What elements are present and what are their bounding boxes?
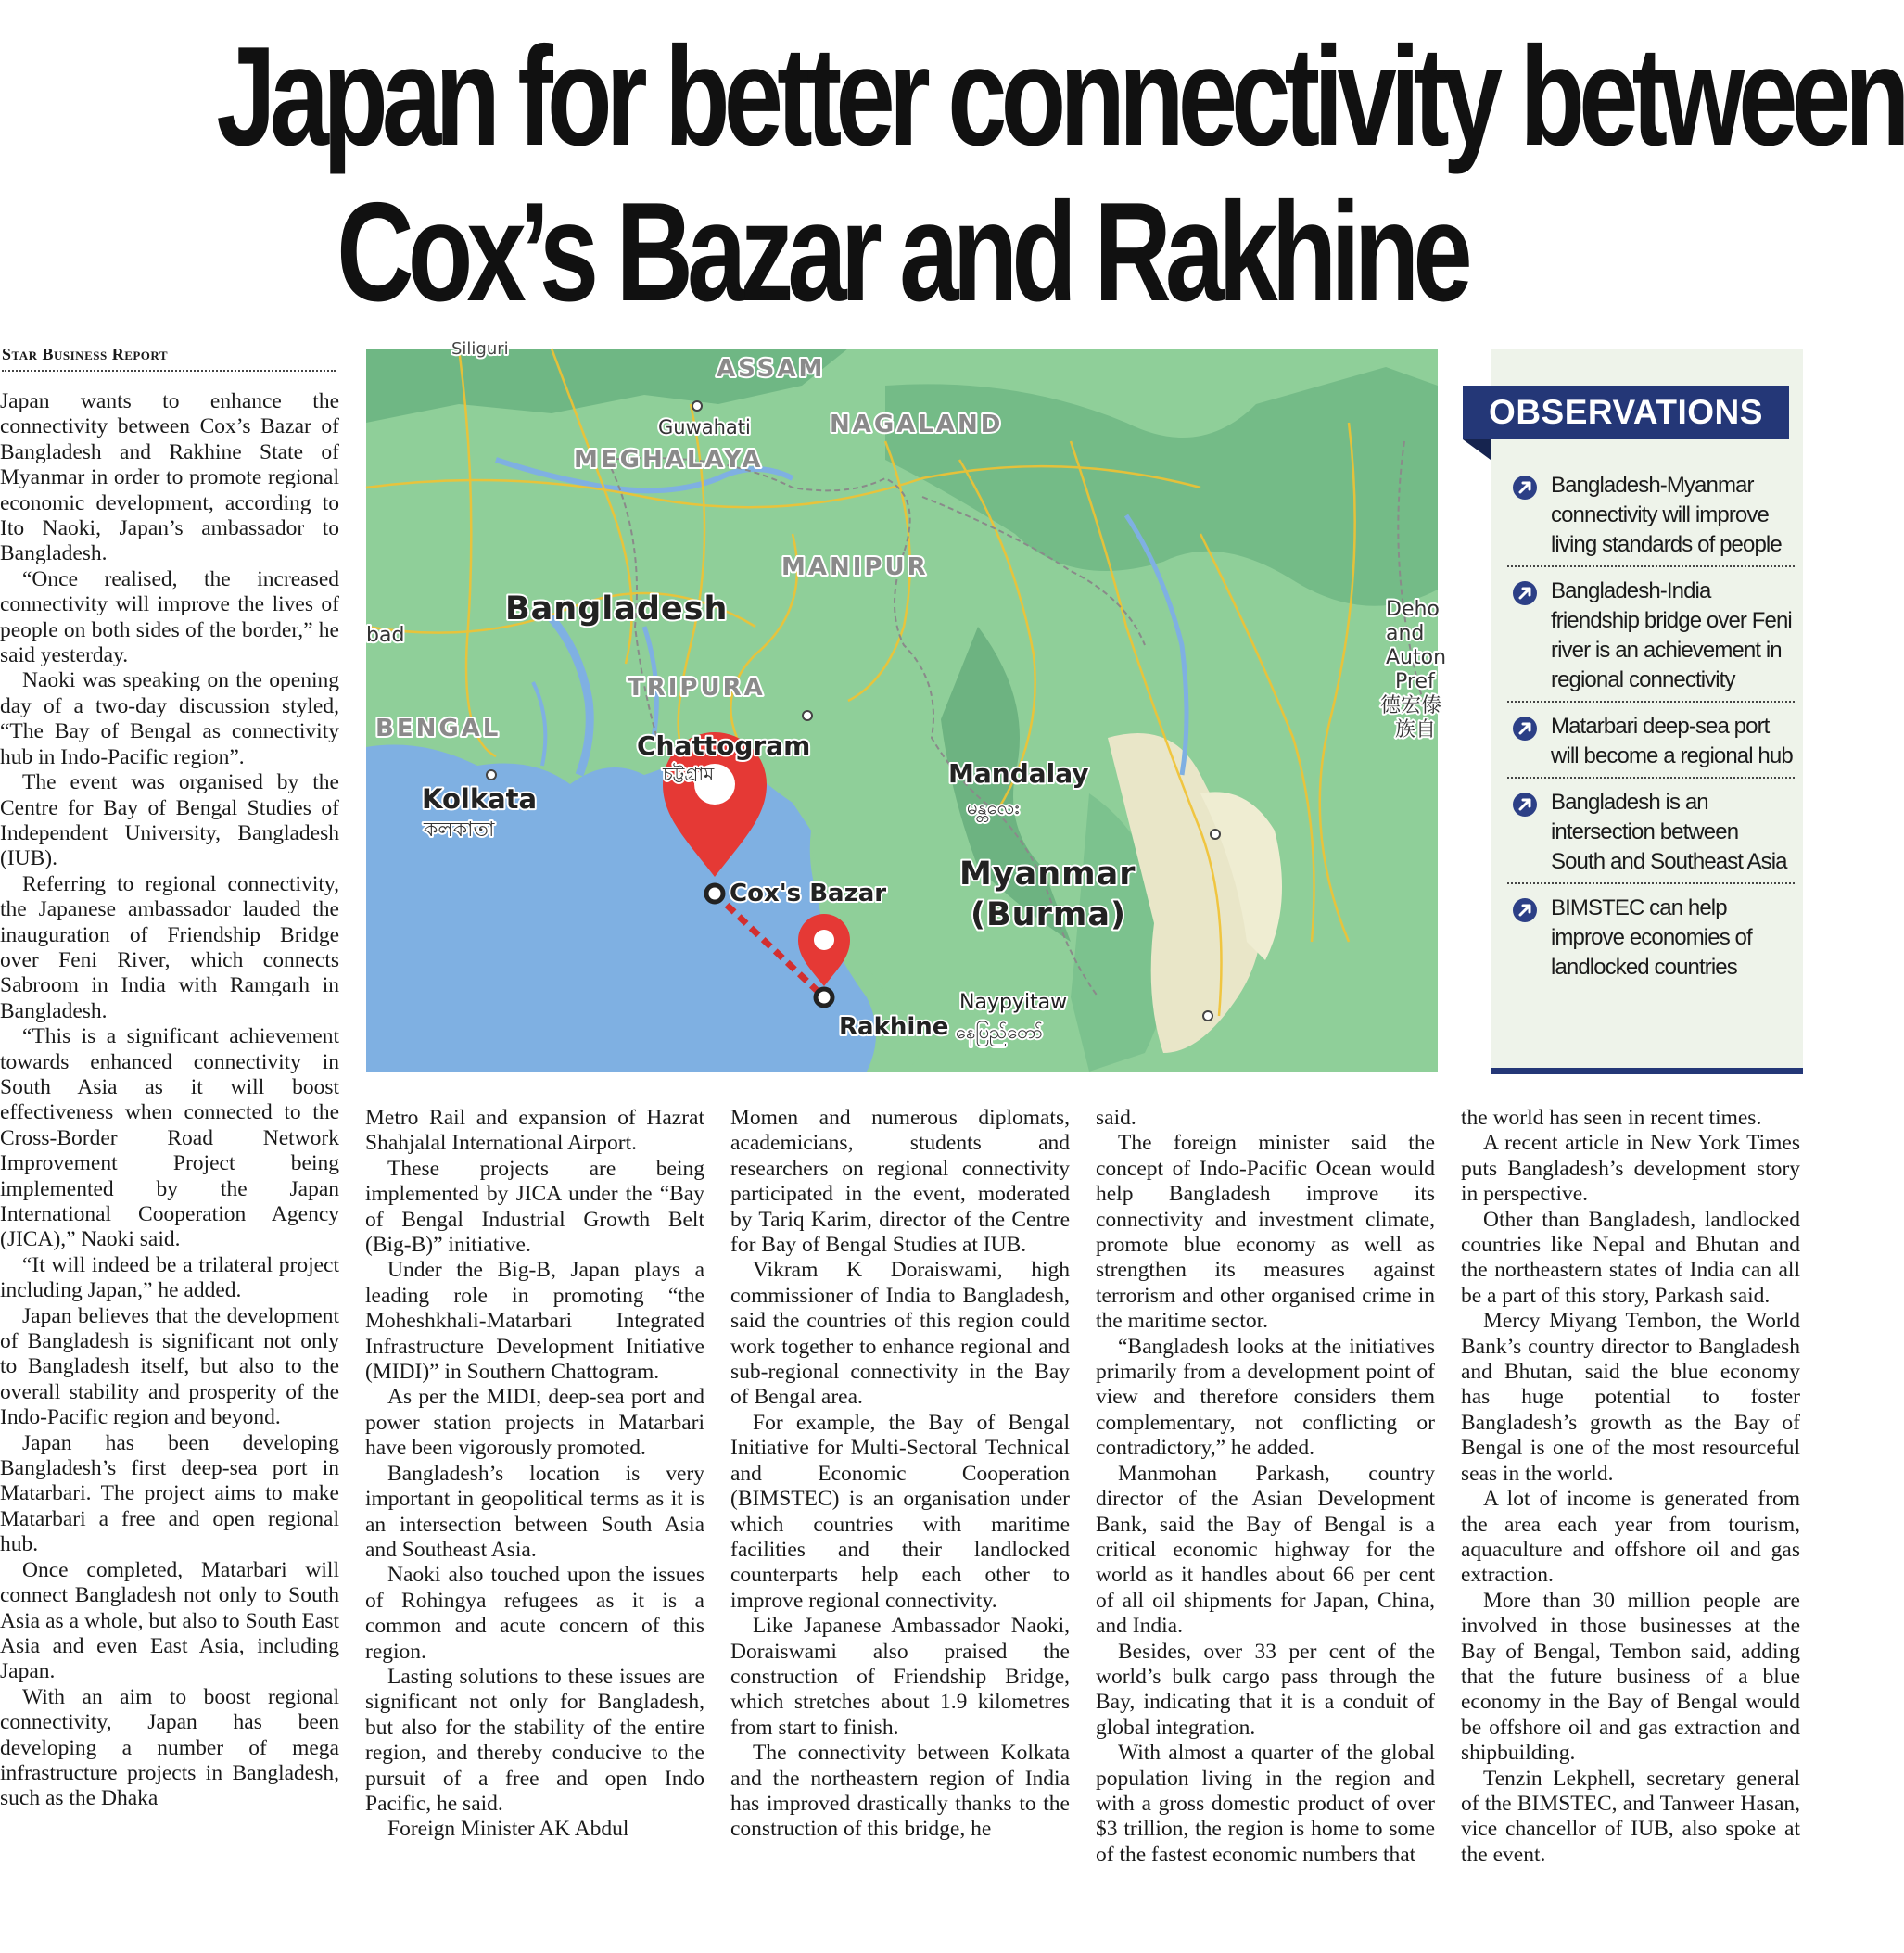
paragraph: With an aim to boost regional connectivity, Japan has been developing a number of mega infrastructure projects in Bangladesh, such as the Dhaka <box>0 1684 339 1811</box>
article-column-2 <box>365 1106 704 1843</box>
article-column-1 <box>0 389 339 1812</box>
paragraph: With almost a quarter of the global population living in the region and with a gross domestic product of over $3 trillion, the region is home to some of the fastest economic numbers that <box>1096 1741 1435 1867</box>
observations-box <box>1491 349 1803 1074</box>
map-label-siliguri: Siliguri <box>451 339 509 359</box>
paragraph: For example, the Bay of Bengal Initiative for Multi-Sectoral Technical and Economic Cooperation (BIMSTEC) is an organisation under which countries with maritime facilities and their landlocked counterparts help each other to improve regional connectivity. <box>730 1410 1070 1613</box>
paragraph: Like Japanese Ambassador Naoki, Doraiswami also praised the construction of Friendship Bridge, which stretches about 1.9 kilometres from start to finish. <box>730 1614 1070 1740</box>
map-label-nagaland: NAGALAND <box>830 411 1004 438</box>
paragraph: Momen and numerous diplomats, academicians, students and researchers on regional connectivity participated in the event, moderated by Tariq Karim, director of the Centre for Bay of Bengal Studies at IUB. <box>730 1106 1070 1258</box>
observation-item <box>1507 788 1795 884</box>
arrow-bullet-icon <box>1513 581 1537 605</box>
arrow-bullet-icon <box>1513 793 1537 817</box>
paragraph: The foreign minister said the concept of Indo-Pacific Ocean would help Bangladesh improve its connectivity and investment climate, promote blue economy as well as strengthen its measures against terrorism and other organised crime in the maritime sector. <box>1096 1131 1435 1334</box>
paragraph: “Once realised, the increased connectivity will improve the lives of people on both sides of the border,” he said yesterday. <box>0 566 339 668</box>
paragraph: Besides, over 33 per cent of the world’s bulk cargo pass through the Bay, indicating that it is a conduit of global integration. <box>1096 1639 1435 1740</box>
map-label-manipur: MANIPUR <box>781 553 929 581</box>
observation-text: Bangladesh-India friendship bridge over Feni river is an achievement in regional connectivity <box>1551 578 1792 692</box>
article-column-3 <box>730 1106 1070 1843</box>
paragraph: Mercy Miyang Tembon, the World Bank’s country director to Bangladesh and Bhutan, said the blue economy has huge potential to foster Bangladesh’s growth as the Bay of Bengal is one of the most resourceful seas in the world. <box>1461 1309 1800 1486</box>
paragraph: the world has seen in recent times. <box>1461 1106 1762 1130</box>
paragraph: said. <box>1096 1106 1136 1130</box>
map-label-edge-4: Pref <box>1395 670 1435 693</box>
arrow-bullet-icon <box>1513 476 1537 500</box>
observation-item <box>1507 712 1795 779</box>
headline <box>216 18 1904 331</box>
map-label-assam: ASSAM <box>717 355 826 383</box>
map-label-naypyitaw: Naypyitaw <box>959 991 1068 1014</box>
paragraph: Other than Bangladesh, landlocked countries like Nepal and Bhutan and the northeastern states of India can all be a part of this story, Parkash said. <box>1461 1207 1800 1308</box>
byline: Star Business Report <box>2 345 336 372</box>
map-label-chattogram: Chattogram <box>637 730 811 761</box>
map-label-guwahati: Guwahati <box>658 416 751 438</box>
paragraph: Once completed, Matarbari will connect Bangladesh not only to South Asia as a whole, but also to South East Asia and even East Asia, including Japan. <box>0 1557 339 1684</box>
paragraph: As per the MIDI, deep-sea port and power station projects in Matarbari have been vigorously promoted. <box>365 1385 704 1461</box>
observation-text: BIMSTEC can help improve economies of landlocked countries <box>1551 895 1752 980</box>
paragraph: Vikram K Doraiswami, high commissioner of India to Bangladesh, said the countries of this region could work together to enhance regional and sub-regional connectivity in the Bay of Bengal area. <box>730 1258 1070 1410</box>
paragraph: “This is a significant achievement towards enhanced connectivity in South Asia as it will boost effectiveness when connected to the Cross-Border Road Network Improvement Project being implemented by the Japan International Cooperation Agency (JICA),” Naoki said. <box>0 1024 339 1252</box>
paragraph: Under the Big-B, Japan plays a leading role in promoting “the Moheshkhali-Matarbari Integrated Infrastructure Development Initiative (MIDI)” in Southern Chattogram. <box>365 1258 704 1385</box>
map-label-bad: bad <box>366 624 405 647</box>
map-label-mandalay: Mandalay <box>948 758 1089 789</box>
observation-text: Bangladesh is an intersection between South and Southeast Asia <box>1551 790 1787 874</box>
paragraph: Tenzin Lekphell, secretary general of the BIMSTEC, and Tanweer Hasan, vice chancellor of IUB, also spoke at the event. <box>1461 1766 1800 1867</box>
paragraph: Foreign Minister AK Abdul <box>387 1817 629 1842</box>
map-label-edge-2: and <box>1386 622 1425 645</box>
paragraph: Japan believes that the development of Bangladesh is significant not only to Bangladesh itself, but also to the overall stability and prosperity of the Indo-Pacific region and beyond. <box>0 1303 339 1430</box>
map-label-tripura: TRIPURA <box>628 674 766 702</box>
map-label-bangladesh: Bangladesh <box>505 590 729 628</box>
map-label-rakhine: Rakhine <box>839 1013 949 1041</box>
headline-line-2: Cox’s Bazar and Rakhine <box>336 173 1466 331</box>
map-label-bengal: BENGAL <box>375 715 501 742</box>
paragraph: “It will indeed be a trilateral project including Japan,” he added. <box>0 1252 339 1303</box>
paragraph: Naoki was speaking on the opening day of a two-day discussion styled, “The Bay of Bengal as connectivity hub in Indo-Pacific region”. <box>0 668 339 769</box>
arrow-bullet-icon <box>1513 898 1537 922</box>
paragraph: Lasting solutions to these issues are significant not only for Bangladesh, but also for the stability of the entire region, and thereby conducive to the pursuit of a free and open Indo Pacific, he said. <box>365 1664 704 1816</box>
arrow-bullet-icon <box>1513 717 1537 741</box>
observation-item <box>1507 894 1795 988</box>
observations-title: OBSERVATIONS <box>1463 386 1789 439</box>
map-label-edge-3: Auton <box>1386 646 1447 669</box>
observation-item <box>1507 577 1795 703</box>
paragraph: A recent article in New York Times puts Bangladesh’s development story in perspective. <box>1461 1131 1800 1207</box>
map-label-edge-5: 德宏傣 <box>1380 694 1442 717</box>
paragraph: The connectivity between Kolkata and the northeastern region of India has improved drastically thanks to the construction of this bridge, he <box>730 1741 1070 1842</box>
map-label-burma: (Burma) <box>971 896 1126 933</box>
observations-title-fold <box>1463 439 1491 460</box>
map-label-naypyitaw-local: နေပြည်တော် <box>956 1021 1043 1043</box>
paragraph: “Bangladesh looks at the initiatives primarily from a development point of view and therefore considers them complementary, not conflicting or contradictory,” he added. <box>1096 1334 1435 1461</box>
paragraph: A lot of income is generated from the area each year from tourism, aquaculture and offshore oil and gas extraction. <box>1461 1487 1800 1588</box>
paragraph: Referring to regional connectivity, the Japanese ambassador lauded the inauguration of Friendship Bridge over Feni River, which connects Sabroom in India with Ramgarh in Bangladesh. <box>0 871 339 1023</box>
observation-text: Bangladesh-Myanmar connectivity will improve living standards of people <box>1551 473 1782 557</box>
paragraph: Japan wants to enhance the connectivity between Cox’s Bazar of Bangladesh and Rakhine State of Myanmar in order to promote regional economic development, according to Ito Naoki, Japan’s ambassador to Bangladesh. <box>0 389 339 566</box>
paragraph: The event was organised by the Centre for Bay of Bengal Studies of Independent University, Bangladesh (IUB). <box>0 770 339 871</box>
map-label-myanmar: Myanmar <box>959 856 1136 893</box>
map-label-kolkata-local: কলকাতা <box>424 818 495 842</box>
paragraph: More than 30 million people are involved in those businesses at the Bay of Bengal, Tembon said, adding that the future business of a blue economy in the Bay of Bengal would be offshore oil and gas extraction and shipbuilding. <box>1461 1588 1800 1766</box>
article-column-5 <box>1461 1106 1800 1868</box>
map-label-edge-1: Deho <box>1386 598 1440 621</box>
map-label-kolkata: Kolkata <box>422 783 538 815</box>
observations-list <box>1507 471 1795 997</box>
paragraph: Japan has been developing Bangladesh’s first deep-sea port in Matarbari. The project aims to make Matarbari a free and open regional hub. <box>0 1430 339 1557</box>
map <box>366 339 1447 1072</box>
paragraph: Bangladesh’s location is very important in geopolitical terms as it is an intersection between South Asia and Southeast Asia. <box>365 1461 704 1562</box>
observation-text: Matarbari deep-sea port will become a regional hub <box>1551 714 1793 768</box>
map-label-mandalay-local: မန္တလေး <box>967 796 1020 818</box>
headline-line-1: Japan for better connectivity between <box>216 18 1904 175</box>
paragraph: Naoki also touched upon the issues of Rohingya refugees as it is a common and acute concern of this region. <box>365 1563 704 1664</box>
observation-item <box>1507 471 1795 567</box>
paragraph: Manmohan Parkash, country director of the Asian Development Bank, said the Bay of Bengal is a critical economic highway for the world as it handles about 66 per cent of all oil shipments for Japan, China, and India. <box>1096 1461 1435 1639</box>
paragraph: Metro Rail and expansion of Hazrat Shahjalal International Airport. <box>365 1106 704 1156</box>
article-column-4 <box>1096 1106 1435 1868</box>
map-label-chattogram-local: চট্টগ্রাম <box>663 763 715 785</box>
map-label-coxs-bazar: Cox's Bazar <box>730 880 887 907</box>
paragraph: These projects are being implemented by JICA under the “Bay of Bengal Industrial Growth Belt (Big-B)” initiative. <box>365 1156 704 1258</box>
map-label-edge-6: 族自 <box>1395 718 1437 742</box>
map-label-meghalaya: MEGHALAYA <box>574 446 764 474</box>
map-graphic <box>366 339 1447 1072</box>
